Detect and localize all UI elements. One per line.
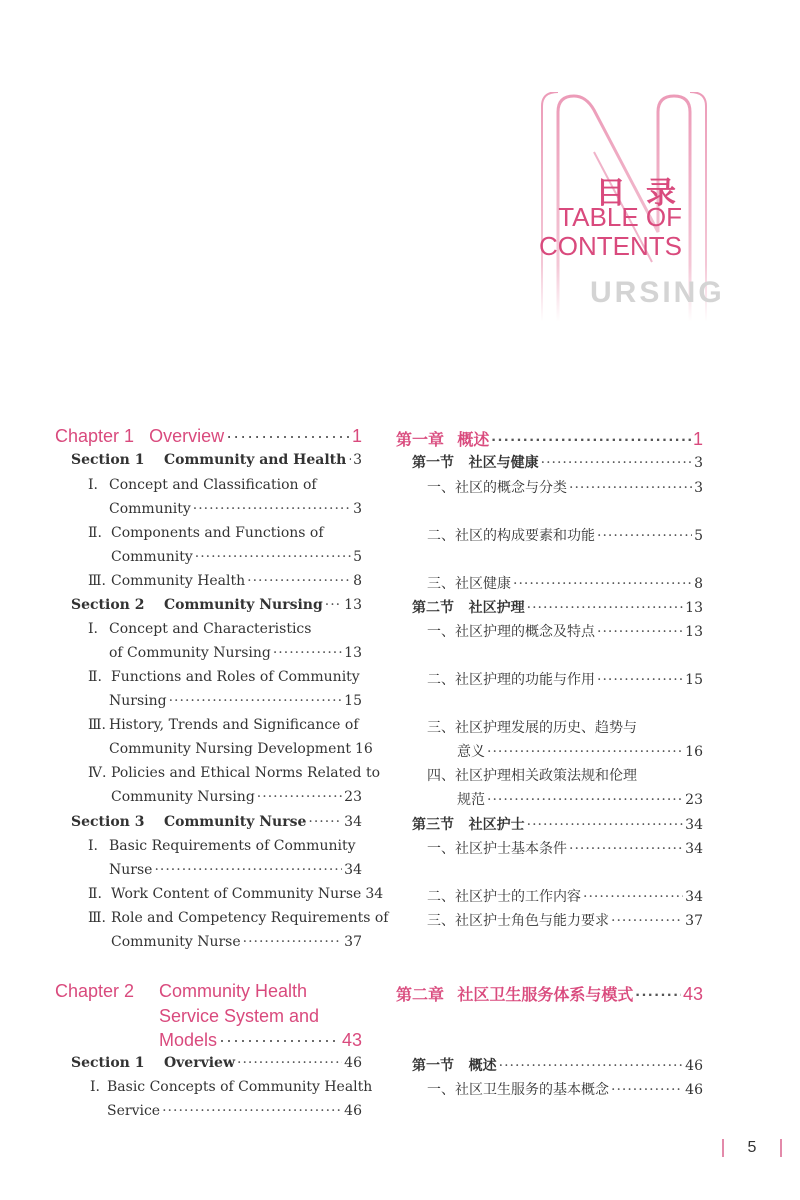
toc-chapter-2-title-en-end[interactable]: Models ····· 43 <box>159 1030 362 1051</box>
toc-item-num: Ⅲ. <box>88 717 106 733</box>
toc-item-en-cont[interactable]: of Community Nursing ····· 13 <box>109 645 362 661</box>
toc-item-cn[interactable]: 三、社区健康 ····· 8 <box>427 573 703 593</box>
toc-chapter-1-cn[interactable]: 第一章 概述 ····· 1 <box>396 427 703 450</box>
toc-item-cn-cont[interactable]: 规范 ····· 23 <box>457 789 703 809</box>
toc-chapter-2-label-en[interactable]: Chapter 2 <box>55 981 135 1001</box>
toc-item-en[interactable]: Basic Requirements of Community <box>109 838 356 854</box>
toc-item-cn[interactable]: 二、社区护士的工作内容 ····· 34 <box>427 886 703 906</box>
toc-item-en-cont[interactable]: Nurse ····· 34 <box>109 862 362 878</box>
toc-item-en-cont[interactable]: Community Nurse ····· 37 <box>111 934 362 950</box>
toc-item-en[interactable]: Policies and Ethical Norms Related to <box>111 765 381 781</box>
toc-section-1-en[interactable]: Section 1 Community and Health ····· 3 <box>71 452 362 468</box>
toc-item-en-cont[interactable]: Community ····· 3 <box>109 501 362 517</box>
toc-item-cn[interactable]: 三、社区护理发展的历史、趋势与 <box>427 720 637 736</box>
toc-section-2-cn[interactable]: 第二节 社区护理 ····· 13 <box>412 597 703 617</box>
toc-item-en-cont[interactable]: Nursing ····· 15 <box>109 693 362 709</box>
toc-item-cn[interactable]: 四、社区护理相关政策法规和伦理 <box>427 768 637 784</box>
toc-chapter-2-title-en[interactable]: Community Health <box>159 981 308 1001</box>
page-number-bar-right <box>780 1139 782 1157</box>
toc-item-cn[interactable]: 一、社区的概念与分类 ····· 3 <box>427 477 703 497</box>
toc-item-en[interactable]: History, Trends and Significance of <box>109 717 359 733</box>
toc-chapter-1-en[interactable]: Chapter 1 Overview ····· 1 <box>55 426 362 447</box>
toc-item-en[interactable]: Role and Competency Requirements of <box>111 910 389 926</box>
toc-chapter-2-section-1-cn[interactable]: 第一节 概述 ····· 46 <box>412 1055 703 1075</box>
toc-item-num: Ⅰ. <box>88 477 98 493</box>
toc-item-en[interactable]: Functions and Roles of Community <box>111 669 360 685</box>
page-number-bar-left <box>722 1139 724 1157</box>
toc-item-en[interactable]: Work Content of Community Nurse 34 <box>111 886 384 902</box>
toc-section-2-en[interactable]: Section 2 Community Nursing ····· 13 <box>71 597 362 613</box>
toc-item-num: Ⅱ. <box>88 669 102 685</box>
toc-chapter-2-section-1-en[interactable]: Section 1 Overview ····· 46 <box>71 1055 362 1071</box>
toc-item-num: Ⅲ. <box>88 573 106 589</box>
toc-item-en-cont[interactable]: Service ····· 46 <box>107 1103 362 1119</box>
toc-item-num: Ⅱ. <box>88 525 102 541</box>
toc-item-cn-cont[interactable]: 意义 ····· 16 <box>457 741 703 761</box>
toc-item-cn[interactable]: 二、社区护理的功能与作用 ····· 15 <box>427 669 703 689</box>
toc-section-1-cn[interactable]: 第一节 社区与健康 ····· 3 <box>412 452 703 472</box>
page-number-value: 5 <box>747 1139 757 1156</box>
toc-item-en-cont[interactable]: Community ····· 5 <box>111 549 362 565</box>
toc-chapter-2-title-en-cont[interactable]: Service System and <box>159 1006 320 1026</box>
toc-item-num: Ⅰ. <box>88 838 98 854</box>
toc-section-3-en[interactable]: Section 3 Community Nurse ····· 34 <box>71 814 362 830</box>
toc-item-num: Ⅲ. <box>88 910 106 926</box>
page-number <box>722 1137 782 1159</box>
toc-title-chinese: 目 录 <box>595 177 682 210</box>
decor-ursing-text: URSING <box>590 276 725 309</box>
toc-item-en-cont[interactable]: Community Nursing ····· 23 <box>111 789 362 805</box>
toc-item-cn[interactable]: 二、社区的构成要素和功能 ····· 5 <box>427 525 703 545</box>
toc-item-en[interactable]: Basic Concepts of Community Health <box>107 1079 373 1095</box>
toc-item-num: Ⅰ. <box>88 621 98 637</box>
toc-item-num: Ⅱ. <box>88 886 102 902</box>
toc-item-cn[interactable]: 一、社区护理的概念及特点 ····· 13 <box>427 621 703 641</box>
toc-item-en[interactable]: Community Health ····· 8 <box>111 573 362 589</box>
toc-section-3-cn[interactable]: 第三节 社区护士 ····· 34 <box>412 814 703 834</box>
toc-chapter-2-cn[interactable]: 第二章 社区卫生服务体系与模式 ····· 43 <box>396 982 703 1005</box>
toc-title-english-line2: CONTENTS <box>539 231 682 261</box>
toc-item-cn[interactable]: 一、社区护士基本条件 ····· 34 <box>427 838 703 858</box>
toc-title-english-line1: TABLE OF <box>558 202 682 232</box>
toc-item-en[interactable]: Concept and Classification of <box>109 477 317 493</box>
toc-item-en[interactable]: Concept and Characteristics <box>109 621 312 637</box>
toc-item-en[interactable]: Components and Functions of <box>111 525 324 541</box>
toc-item-cn[interactable]: 一、社区卫生服务的基本概念 ····· 46 <box>427 1079 703 1099</box>
toc-item-num: I. <box>90 1079 100 1095</box>
toc-item-en-cont[interactable]: Community Nursing Development 16 <box>109 741 373 757</box>
toc-item-cn[interactable]: 三、社区护士角色与能力要求 ····· 37 <box>427 910 703 930</box>
toc-item-num: Ⅳ. <box>88 765 107 781</box>
